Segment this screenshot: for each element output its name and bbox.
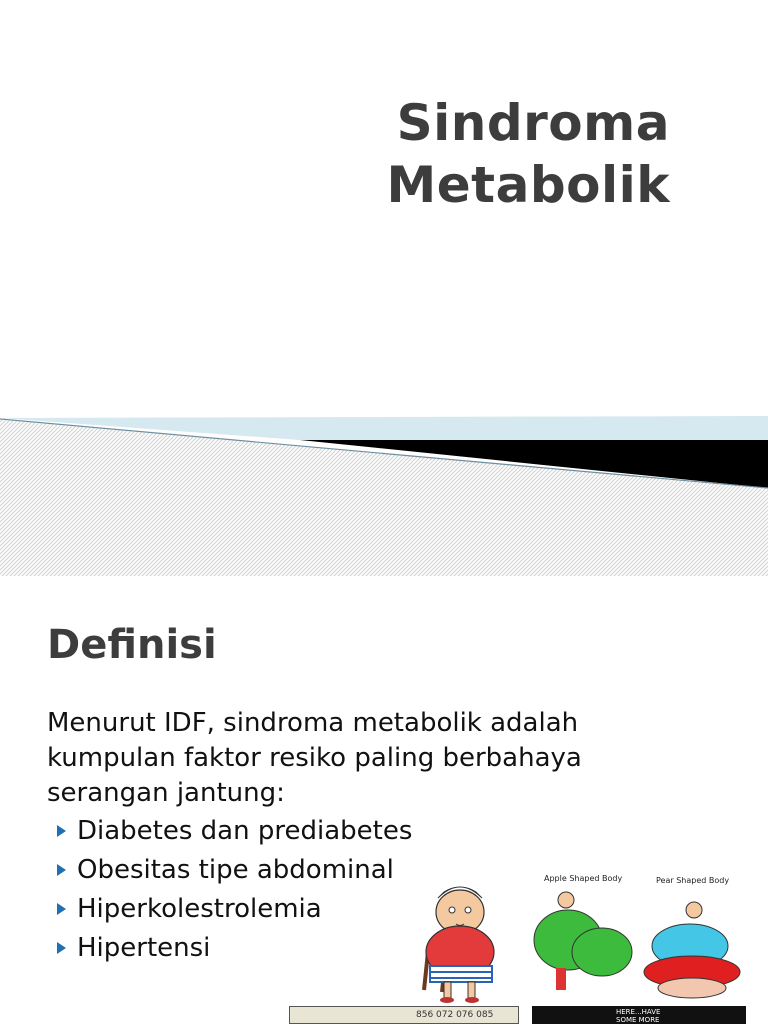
- bullet-text: Hiperkolestrolemia: [77, 894, 322, 924]
- overweight-boy-illustration: [416, 872, 506, 1006]
- bullet-arrow-icon: [57, 864, 66, 876]
- body-shapes-illustration: [532, 872, 746, 1002]
- bullet-text: Hipertensi: [77, 933, 211, 963]
- cartoon-left-strip: [289, 1006, 519, 1024]
- body-shapes-figures: [532, 884, 746, 1002]
- list-item: [55, 851, 412, 890]
- decorative-stripes: [0, 410, 768, 576]
- bullet-text: Diabetes dan prediabetes: [77, 816, 413, 846]
- slide-heading: Definisi: [47, 622, 217, 668]
- bullet-arrow-icon: [57, 942, 66, 954]
- bullet-text: Obesitas tipe abdominal: [77, 855, 394, 885]
- bullet-list: [55, 812, 412, 968]
- bullet-arrow-icon: [57, 903, 66, 915]
- list-item: [55, 812, 412, 851]
- intro-paragraph: Menurut IDF, sindroma metabolik adalah kumpulan faktor resiko paling berbahaya serangan jantung:: [47, 708, 582, 808]
- slide-title: [387, 92, 670, 216]
- bullet-arrow-icon: [57, 825, 66, 837]
- cartoon-right-strip: [532, 1006, 746, 1032]
- title-line-1: Sindroma: [396, 94, 670, 152]
- list-item: [55, 929, 412, 968]
- list-item: [55, 890, 412, 929]
- pear-shape-label: Pear Shaped Body: [656, 876, 730, 885]
- cartoon-caption: HERE...HAVE SOME MORE SALT!: [616, 1008, 661, 1032]
- apple-shape-label: Apple Shaped Body: [544, 874, 623, 883]
- definition-slide: [0, 576, 768, 1032]
- title-line-2: Metabolik: [386, 156, 670, 214]
- cartoon-left-text: 856 072 076 085: [416, 1010, 494, 1020]
